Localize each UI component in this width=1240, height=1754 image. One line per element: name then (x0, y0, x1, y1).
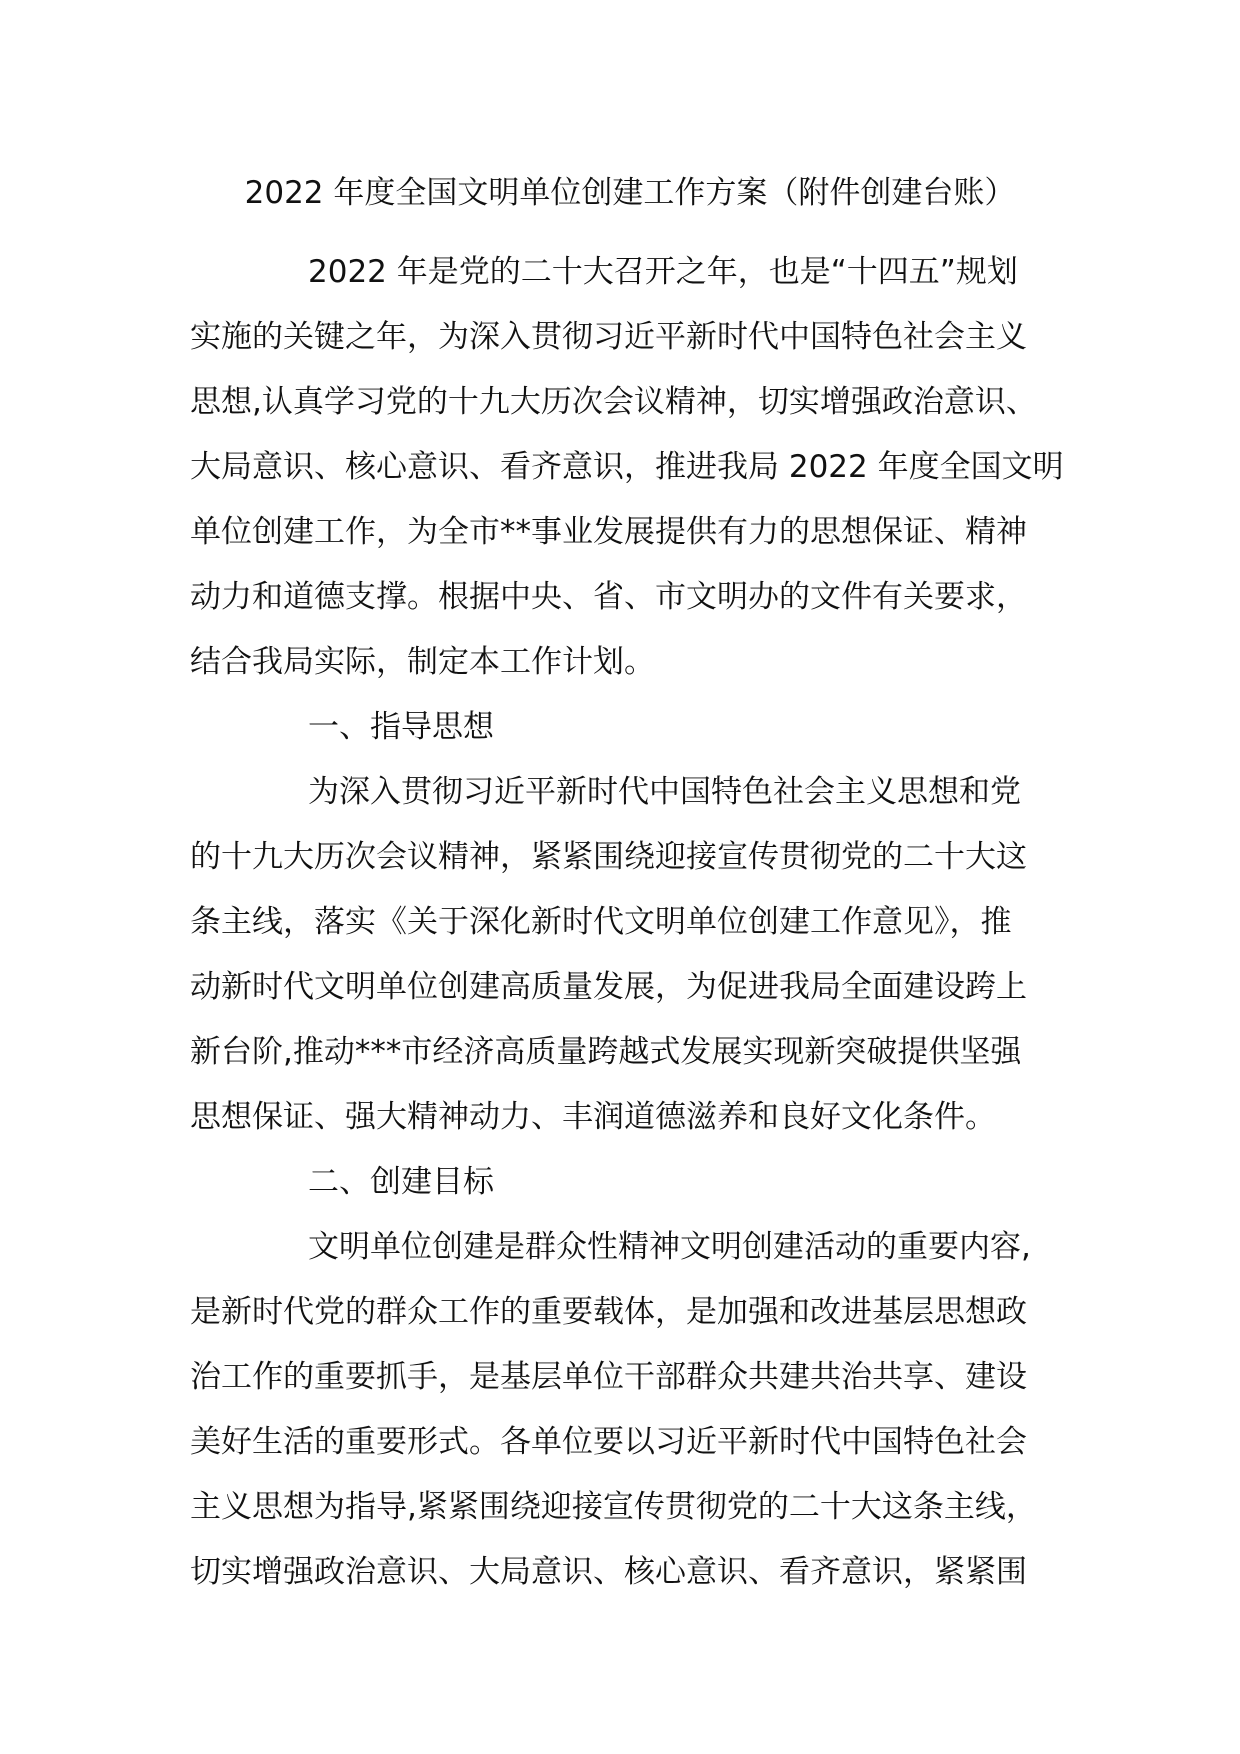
paragraph-line: 切实增强政治意识、大局意识、核心意识、看齐意识，紧紧围 (190, 1554, 1027, 1590)
paragraph-line: 的十九大历次会议精神，紧紧围绕迎接宣传贯彻党的二十大这 (190, 839, 1027, 875)
paragraph-line: 2022 年是党的二十大召开之年，也是“十四五”规划 (308, 254, 1018, 290)
paragraph-line: 主义思想为指导,紧紧围绕迎接宣传贯彻党的二十大这条主线， (190, 1489, 1037, 1525)
paragraph-line: 美好生活的重要形式。各单位要以习近平新时代中国特色社会 (190, 1424, 1027, 1460)
paragraph-line: 条主线，落实《关于深化新时代文明单位创建工作意见》，推 (190, 904, 1012, 940)
paragraph-line: 思想保证、强大精神动力、丰润道德滋养和良好文化条件。 (190, 1099, 996, 1135)
paragraph-line: 思想,认真学习党的十九大历次会议精神，切实增强政治意识、 (190, 384, 1037, 420)
document-body (190, 240, 1070, 1605)
paragraph-line: 大局意识、核心意识、看齐意识，推进我局 2022 年度全国文明 (190, 449, 1064, 485)
paragraph-line: 实施的关键之年，为深入贯彻习近平新时代中国特色社会主义 (190, 319, 1027, 355)
paragraph-line: 是新时代党的群众工作的重要载体，是加强和改进基层思想政 (190, 1294, 1027, 1330)
paragraph-line: 单位创建工作，为全市**事业发展提供有力的思想保证、精神 (190, 514, 1027, 550)
paragraph-line: 为深入贯彻习近平新时代中国特色社会主义思想和党 (308, 774, 1021, 810)
paragraph-line: 结合我局实际，制定本工作计划。 (190, 644, 655, 680)
document-title: 2022 年度全国文明单位创建工作方案（附件创建台账） (244, 175, 1016, 211)
paragraph-line: 动力和道德支撑。根据中央、省、市文明办的文件有关要求， (190, 579, 1027, 615)
paragraph-line: 新台阶,推动***市经济高质量跨越式发展实现新突破提供坚强 (190, 1034, 1022, 1070)
paragraph-line: 动新时代文明单位创建高质量发展，为促进我局全面建设跨上 (190, 969, 1027, 1005)
paragraph-line: 治工作的重要抓手，是基层单位干部群众共建共治共享、建设 (190, 1359, 1027, 1395)
paragraph-line: 文明单位创建是群众性精神文明创建活动的重要内容, (308, 1229, 1031, 1265)
section-heading: 二、创建目标 (308, 1164, 494, 1200)
section-heading: 一、指导思想 (308, 709, 494, 745)
